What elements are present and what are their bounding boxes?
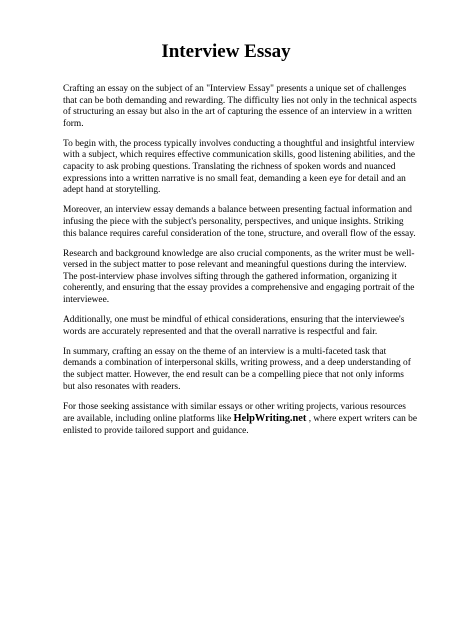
paragraph-7-text-before: For those seeking assistance with similar essays or other writing projects, various resources are available, including online platforms like (63, 401, 406, 425)
paragraph-1: Crafting an essay on the subject of an "Interview Essay" presents a unique set of challenges that can be both demanding and rewarding. The difficulty lies not only in the technical aspects of structuring an essay but also in the art of capturing the essence of an interview in a written form. (63, 84, 417, 129)
paragraph-5: Additionally, one must be mindful of ethical considerations, ensuring that the interviewee's words are accurately represented and that the overall narrative is respectful and fair. (63, 315, 405, 337)
paragraph-7 (63, 402, 417, 438)
document-title: Interview Essay (161, 41, 291, 62)
paragraph-7-text-after: , where expert writers can be enlisted to provide tailored support and guidance. (63, 414, 417, 436)
paragraph-2: To begin with, the process typically involves conducting a thoughtful and insightful interview with a subject, which requires effective communication skills, good listening abilities, and the capacity to ask probing questions. Translating the richness of spoken words and nuanced expressions into a written narrative is no small feat, demanding a keen eye for detail and an adept hand at storytelling. (63, 138, 416, 196)
paragraph-4: Research and background knowledge are also crucial components, as the writer must be well-versed in the subject matter to pose relevant and meaningful questions during the interview. The post-interview phase involves sifting through the gathered information, organizing it coherently, and ensuring that the essay provides a comprehensive and engaging portrait of the interviewee. (63, 248, 415, 305)
helpwriting-link[interactable]: HelpWriting.net (233, 413, 307, 425)
paragraph-6: In summary, crafting an essay on the theme of an interview is a multi-faceted task that demands a combination of interpersonal skills, writing prowess, and a deep understanding of the subject matter. However, the end result can be a compelling piece that not only informs but also resonates with readers. (63, 346, 411, 392)
paragraph-3: Moreover, an interview essay demands a balance between presenting factual information and infusing the piece with the subject's personality, perspectives, and unique insights. Striking this balance requires careful consideration of the tone, structure, and overall flow of the essay. (63, 205, 416, 239)
document-body (63, 84, 417, 446)
